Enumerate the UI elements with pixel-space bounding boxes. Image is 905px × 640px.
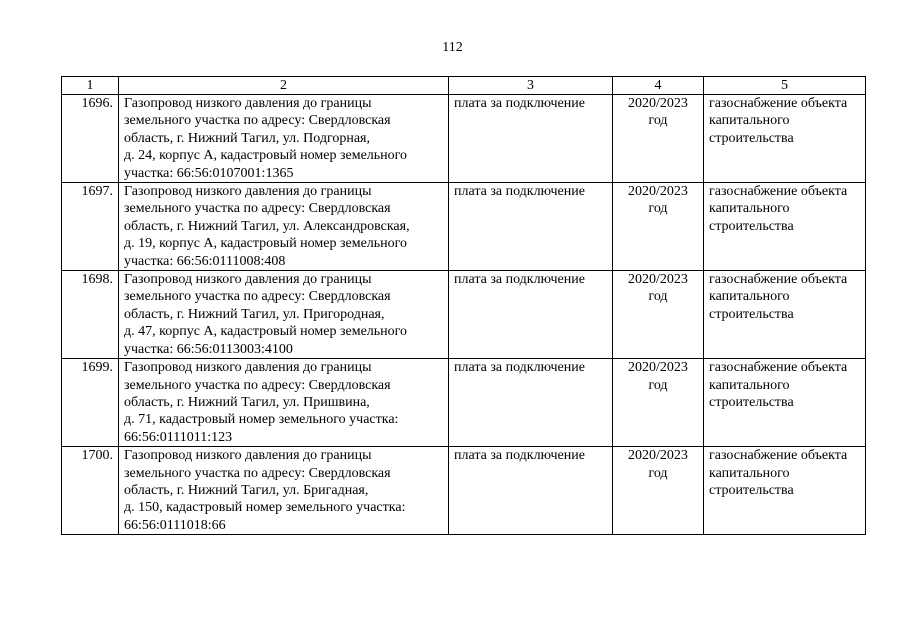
object-description-line: участка: 66:56:0111008:408	[124, 253, 286, 269]
term-years: 2020/2023	[628, 184, 688, 200]
row-number: 1699.	[62, 359, 119, 447]
object-description-line: земельного участка по адресу: Свердловская	[124, 465, 391, 481]
term-unit: год	[648, 113, 668, 129]
basis-cell: плата за подключение	[449, 271, 613, 359]
column-header-1: 1	[62, 77, 119, 95]
object-description-line: д. 150, кадастровый номер земельного участка:	[124, 500, 406, 516]
purpose-line: газоснабжение объекта	[709, 448, 848, 464]
purpose-line: строительства	[709, 394, 794, 410]
purpose-line: строительства	[709, 482, 794, 498]
purpose-line: капитального	[709, 201, 790, 217]
table-row	[62, 95, 866, 183]
term-years: 2020/2023	[628, 96, 688, 111]
basis-cell: плата за подключение	[449, 95, 613, 183]
row-number: 1700.	[62, 447, 119, 535]
row-number: 1698.	[62, 271, 119, 359]
object-description-line: Газопровод низкого давления до границы	[124, 272, 372, 288]
purpose-cell	[704, 359, 866, 447]
term-unit: год	[648, 377, 668, 393]
purpose-cell	[704, 447, 866, 535]
object-description-line: земельного участка по адресу: Свердловская	[124, 201, 391, 217]
object-description-line: д. 71, кадастровый номер земельного участка:	[124, 412, 399, 428]
object-description-line: земельного участка по адресу: Свердловская	[124, 377, 391, 393]
object-description-line: область, г. Нижний Тагил, ул. Подгорная,	[124, 130, 370, 146]
term-unit: год	[648, 201, 668, 217]
row-number: 1696.	[62, 95, 119, 183]
object-description	[119, 359, 449, 447]
basis-cell: плата за подключение	[449, 447, 613, 535]
object-description-line: область, г. Нижний Тагил, ул. Пригородная,	[124, 306, 385, 322]
object-description-line: область, г. Нижний Тагил, ул. Бригадная,	[124, 482, 369, 498]
purpose-cell	[704, 183, 866, 271]
term-years: 2020/2023	[628, 448, 688, 464]
table-row	[62, 447, 866, 535]
term-unit: год	[648, 289, 668, 305]
object-description-line: д. 47, корпус А, кадастровый номер земельного	[124, 324, 408, 340]
object-description-line: д. 19, корпус А, кадастровый номер земельного	[124, 236, 408, 252]
column-header-2: 2	[119, 77, 449, 95]
purpose-line: строительства	[709, 218, 794, 234]
purpose-line: строительства	[709, 130, 794, 146]
object-description-line: участка: 66:56:0107001:1365	[124, 165, 294, 181]
purpose-line: газоснабжение объекта	[709, 272, 848, 288]
term-unit: год	[648, 465, 668, 481]
purpose-line: капитального	[709, 113, 790, 129]
purpose-line: капитального	[709, 377, 790, 393]
object-description	[119, 95, 449, 183]
page-number: 112	[442, 40, 463, 55]
term-cell	[613, 271, 704, 359]
term-years: 2020/2023	[628, 272, 688, 288]
purpose-line: капитального	[709, 465, 790, 481]
object-description-line: область, г. Нижний Тагил, ул. Пришвина,	[124, 394, 370, 410]
table-header-row	[62, 77, 866, 95]
object-description	[119, 271, 449, 359]
column-header-5: 5	[704, 77, 866, 95]
term-cell	[613, 95, 704, 183]
object-description-line: Газопровод низкого давления до границы	[124, 96, 372, 111]
basis-cell: плата за подключение	[449, 183, 613, 271]
purpose-line: строительства	[709, 306, 794, 322]
table-row	[62, 359, 866, 447]
purpose-line: газоснабжение объекта	[709, 184, 848, 200]
infrastructure-table	[61, 76, 866, 535]
basis-cell: плата за подключение	[449, 359, 613, 447]
purpose-line: капитального	[709, 289, 790, 305]
object-description-line: 66:56:0111018:66	[124, 517, 226, 533]
purpose-line: газоснабжение объекта	[709, 360, 848, 376]
object-description-line: земельного участка по адресу: Свердловская	[124, 289, 391, 305]
term-cell	[613, 359, 704, 447]
term-years: 2020/2023	[628, 360, 688, 376]
purpose-line: газоснабжение объекта	[709, 96, 848, 111]
term-cell	[613, 447, 704, 535]
object-description-line: Газопровод низкого давления до границы	[124, 184, 372, 200]
object-description-line: участка: 66:56:0113003:4100	[124, 341, 293, 357]
object-description-line: область, г. Нижний Тагил, ул. Александровская,	[124, 218, 410, 234]
column-header-3: 3	[449, 77, 613, 95]
row-number: 1697.	[62, 183, 119, 271]
object-description-line: Газопровод низкого давления до границы	[124, 360, 372, 376]
term-cell	[613, 183, 704, 271]
object-description-line: д. 24, корпус А, кадастровый номер земельного	[124, 148, 408, 164]
object-description-line: Газопровод низкого давления до границы	[124, 448, 372, 464]
table-row	[62, 183, 866, 271]
object-description	[119, 183, 449, 271]
column-header-4: 4	[613, 77, 704, 95]
object-description	[119, 447, 449, 535]
object-description-line: земельного участка по адресу: Свердловская	[124, 113, 391, 129]
object-description-line: 66:56:0111011:123	[124, 429, 233, 445]
purpose-cell	[704, 95, 866, 183]
table-row	[62, 271, 866, 359]
purpose-cell	[704, 271, 866, 359]
